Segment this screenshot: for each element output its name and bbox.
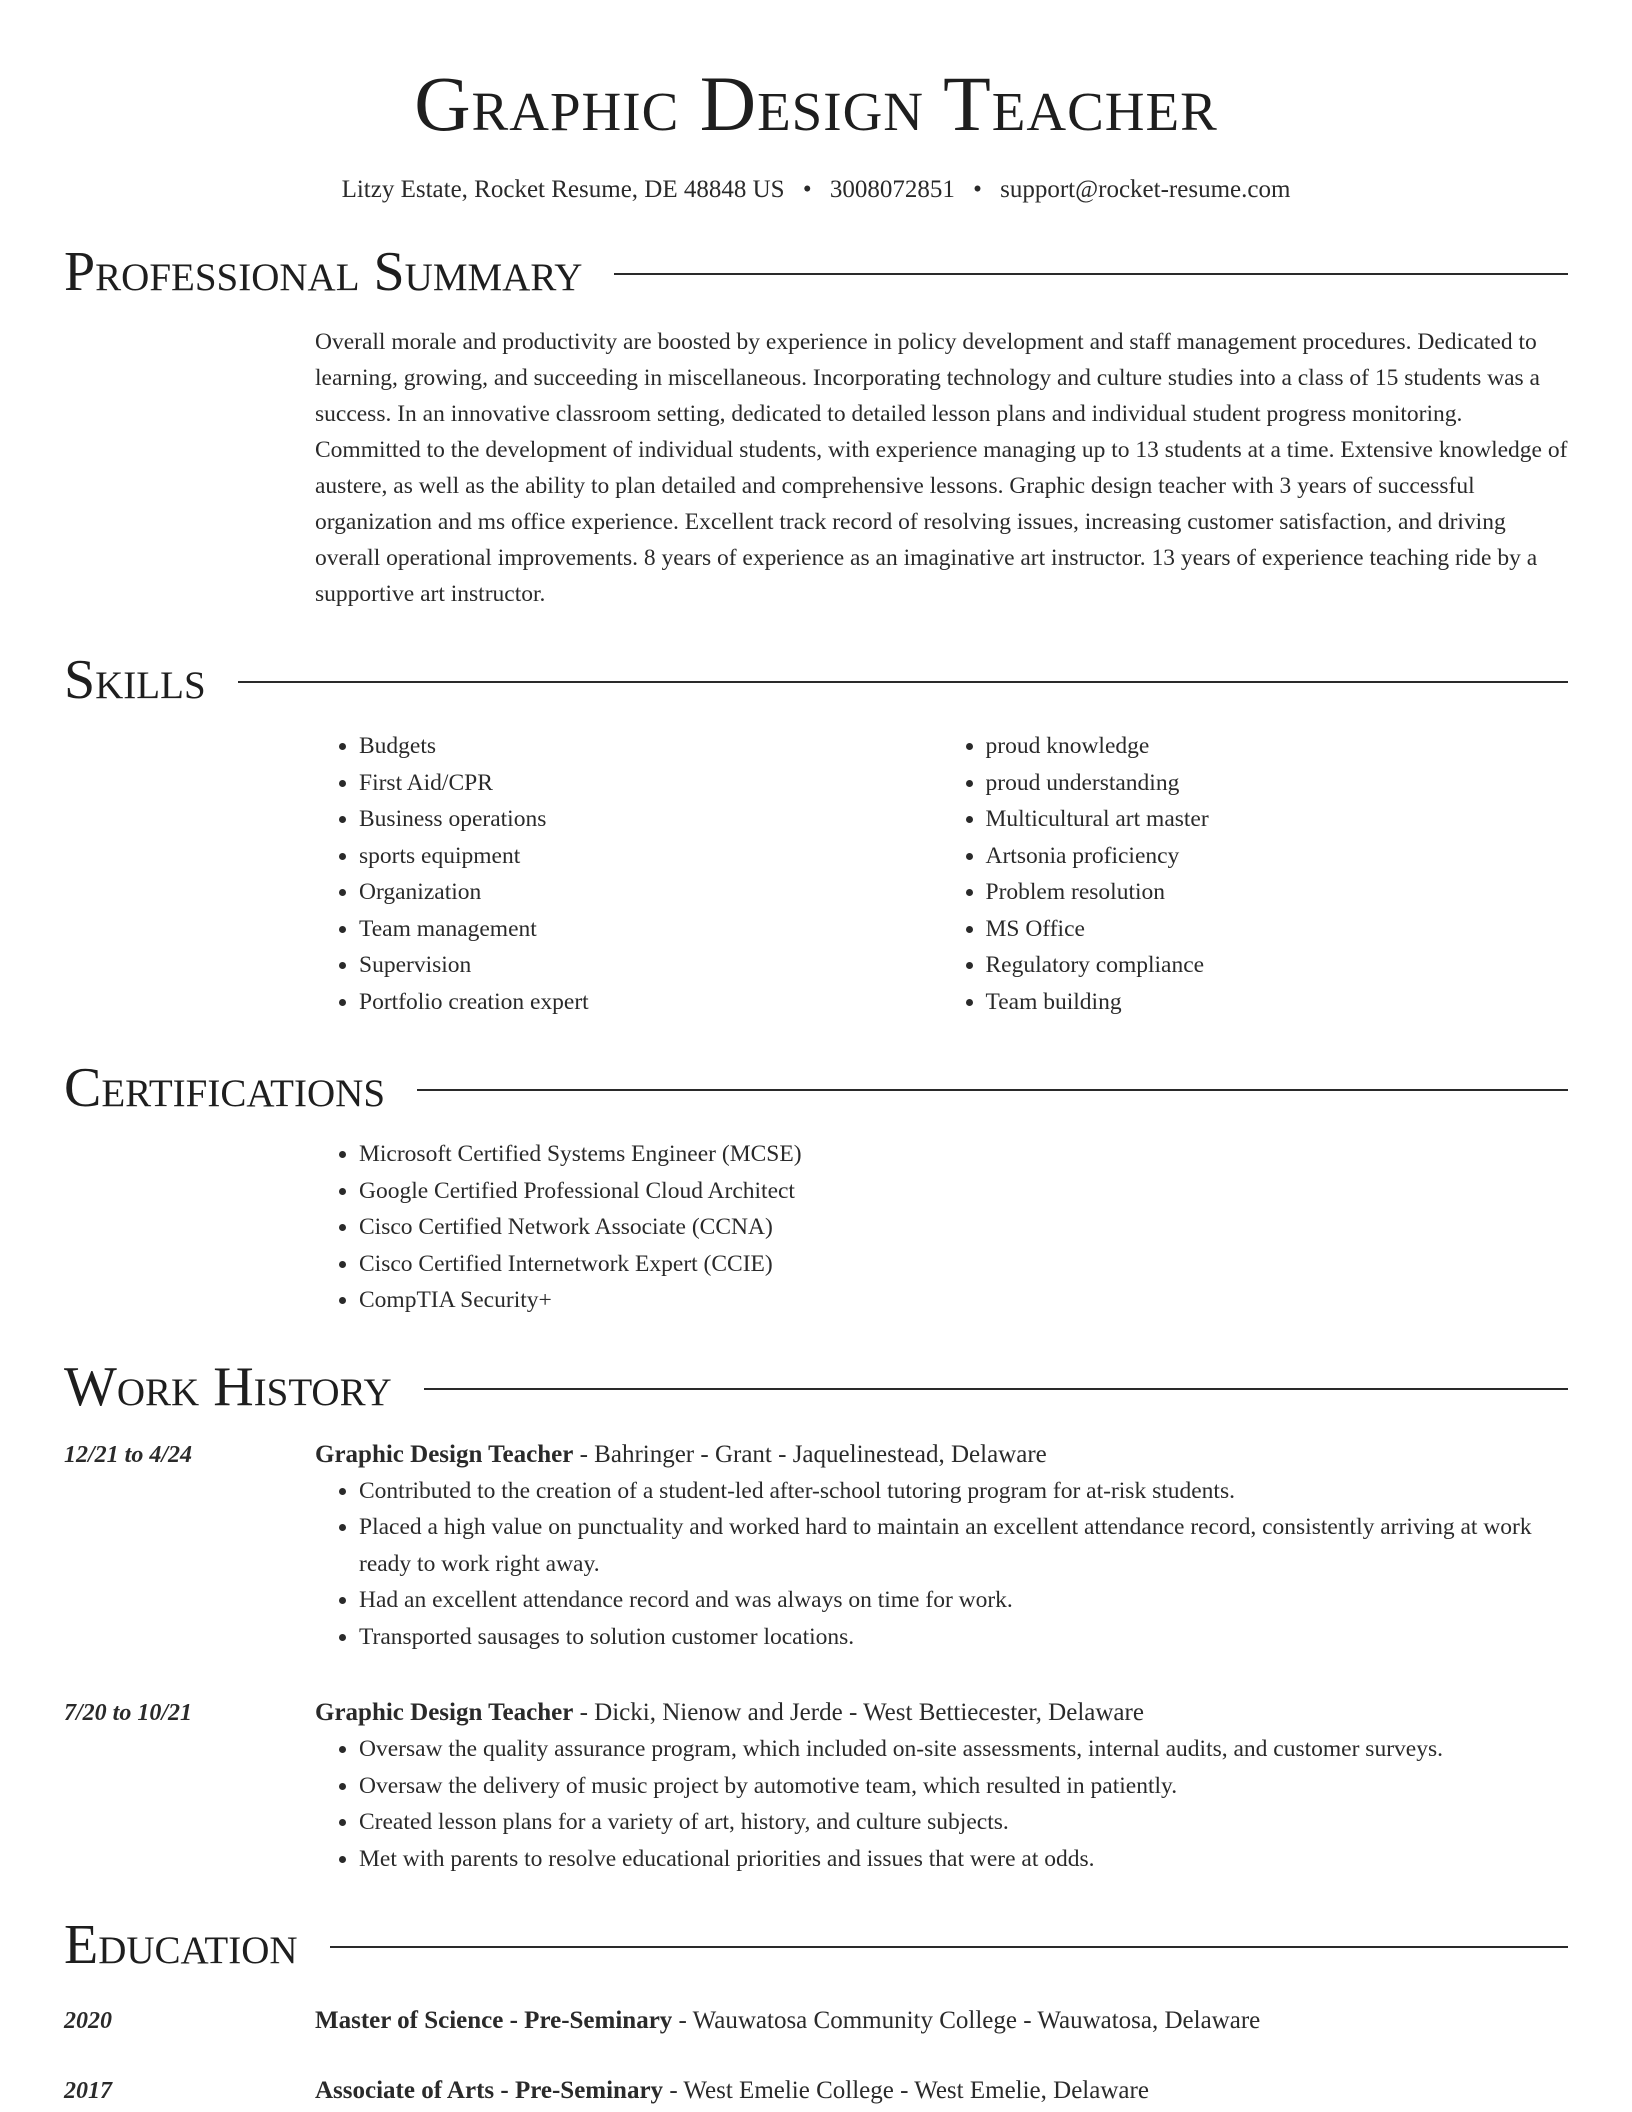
work-entry-body	[315, 1695, 1568, 1877]
job-duty-item: • Oversaw the quality assurance program, which included on-site assessments, internal audits, and customer surveys.	[359, 1731, 1568, 1768]
certification-item: • Microsoft Certified Systems Engineer (MCSE)	[359, 1136, 1568, 1173]
job-role: Graphic Design Teacher	[315, 1699, 574, 1726]
certification-item: • Cisco Certified Internetwork Expert (CCIE)	[359, 1246, 1568, 1283]
section-divider	[238, 681, 1568, 683]
summary-section-heading	[64, 240, 1568, 304]
job-title-line	[315, 1695, 1568, 1731]
education-year: 2017	[64, 2078, 112, 2104]
job-duty-item: • Contributed to the creation of a student-led after-school tutoring program for at-risk students.	[359, 1473, 1568, 1510]
work-entry	[64, 1695, 1568, 1877]
certification-item: • CompTIA Security+	[359, 1282, 1568, 1319]
skill-item: • sports equipment	[359, 838, 942, 875]
work-section-heading	[64, 1355, 1568, 1419]
skill-item: • Supervision	[359, 947, 942, 984]
skill-item: • Budgets	[359, 728, 942, 765]
section-divider	[614, 273, 1568, 275]
degree-name: Associate of Arts - Pre-Seminary	[315, 2077, 664, 2104]
section-divider	[424, 1388, 1568, 1390]
candidate-name: Graphic Design Teacher	[414, 60, 1218, 147]
education-section-heading	[64, 1913, 1568, 1977]
address: Litzy Estate, Rocket Resume, DE 48848 US	[341, 176, 785, 203]
resume-header	[64, 0, 1568, 204]
skill-item: • proud knowledge	[986, 728, 1569, 765]
job-title-line	[315, 1437, 1568, 1473]
skill-item: • Multicultural art master	[986, 801, 1569, 838]
job-employer: - Dicki, Nienow and Jerde - West Bettiecester, Delaware	[573, 1699, 1144, 1726]
education-entry-body	[315, 2073, 1568, 2109]
skill-item: • Team building	[986, 984, 1569, 1021]
work-history-list	[64, 1437, 1568, 1878]
work-entry-body	[315, 1437, 1568, 1656]
contact-separator: •	[973, 176, 982, 203]
certification-item: • Cisco Certified Network Associate (CCNA)	[359, 1209, 1568, 1246]
skill-item: • Organization	[359, 874, 942, 911]
skill-item: • MS Office	[986, 911, 1569, 948]
skills-column-right	[942, 728, 1569, 1020]
job-duty-item: • Created lesson plans for a variety of art, history, and culture subjects.	[359, 1804, 1568, 1841]
work-entry	[64, 1437, 1568, 1656]
section-divider	[330, 1946, 1568, 1948]
skill-item: • First Aid/CPR	[359, 765, 942, 802]
work-dates: 7/20 to 10/21	[64, 1700, 193, 1726]
job-duty-item: • Oversaw the delivery of music project by automotive team, which resulted in patiently.	[359, 1768, 1568, 1805]
skill-item: • Business operations	[359, 801, 942, 838]
skills-list	[315, 728, 1568, 1020]
certification-item: • Google Certified Professional Cloud Architect	[359, 1173, 1568, 1210]
skill-item: • proud understanding	[986, 765, 1569, 802]
contact-separator: •	[802, 176, 812, 203]
skill-item: • Regulatory compliance	[986, 947, 1569, 984]
skill-item: • Portfolio creation expert	[359, 984, 942, 1021]
education-entry	[64, 2073, 1568, 2109]
job-duty-item: • Placed a high value on punctuality and worked hard to maintain an excellent attendance record, consistently arriving at work ready to work right away.	[359, 1509, 1568, 1582]
job-duty-item: • Met with parents to resolve educational priorities and issues that were at odds.	[359, 1841, 1568, 1878]
certifications-list	[315, 1136, 1568, 1319]
section-title-skills: Skills	[64, 649, 206, 711]
school-details: - West Emelie College - West Emelie, Delaware	[663, 2077, 1149, 2104]
job-duties	[315, 1731, 1568, 1877]
certifications-items	[315, 1136, 1568, 1319]
skill-item: • Team management	[359, 911, 942, 948]
education-list	[64, 2003, 1568, 2109]
section-title-work: Work History	[64, 1355, 392, 1418]
skills-section-heading	[64, 648, 1568, 712]
phone: 3008072851	[829, 176, 955, 203]
education-entry	[64, 2003, 1568, 2039]
certifications-section-heading	[64, 1056, 1568, 1120]
degree-line	[315, 2003, 1568, 2039]
work-dates: 12/21 to 4/24	[64, 1441, 193, 1468]
job-duty-item: • Had an excellent attendance record and was always on time for work.	[359, 1582, 1568, 1619]
school-details: - Wauwatosa Community College - Wauwatosa, Delaware	[672, 2007, 1261, 2034]
job-duties	[315, 1473, 1568, 1656]
job-employer: - Bahringer - Grant - Jaquelinestead, Delaware	[573, 1440, 1047, 1468]
degree-name: Master of Science - Pre-Seminary	[315, 2007, 673, 2034]
contact-line	[64, 176, 1568, 204]
job-duty-item: • Transported sausages to solution customer locations.	[359, 1619, 1568, 1656]
email: support@rocket-resume.com	[1000, 176, 1291, 203]
section-title-certifications: Certifications	[64, 1057, 386, 1119]
section-divider	[417, 1089, 1568, 1091]
summary-text: Overall morale and productivity are boosted by experience in policy development and staff management procedures. Dedicated to learning, growing, and succeeding in miscellaneous. Incorporating technology and culture studies into a class of 15 students was a success. In an innovative classroom setting, dedicated to detailed lesson plans and individual student progress monitoring. Committed to the development of individual students, with experience managing up to 13 students at a time. Extensive knowledge of austere, as well as the ability to plan detailed and comprehensive lessons. Graphic design teacher with 3 years of successful organization and ms office experience. Excellent track record of resolving issues, increasing customer satisfaction, and driving overall operational improvements. 8 years of experience as an imaginative art instructor. 13 years of experience teaching ride by a supportive art instructor.	[315, 329, 1568, 607]
education-entry-body	[315, 2003, 1568, 2039]
skill-item: • Problem resolution	[986, 874, 1569, 911]
section-title-education: Education	[64, 1914, 298, 1976]
education-year: 2020	[64, 2008, 112, 2034]
job-role: Graphic Design Teacher	[315, 1440, 574, 1468]
skills-column-left	[315, 728, 942, 1020]
skill-item: • Artsonia proficiency	[986, 838, 1569, 875]
section-title-summary: Professional Summary	[64, 241, 583, 303]
degree-line	[315, 2073, 1568, 2109]
